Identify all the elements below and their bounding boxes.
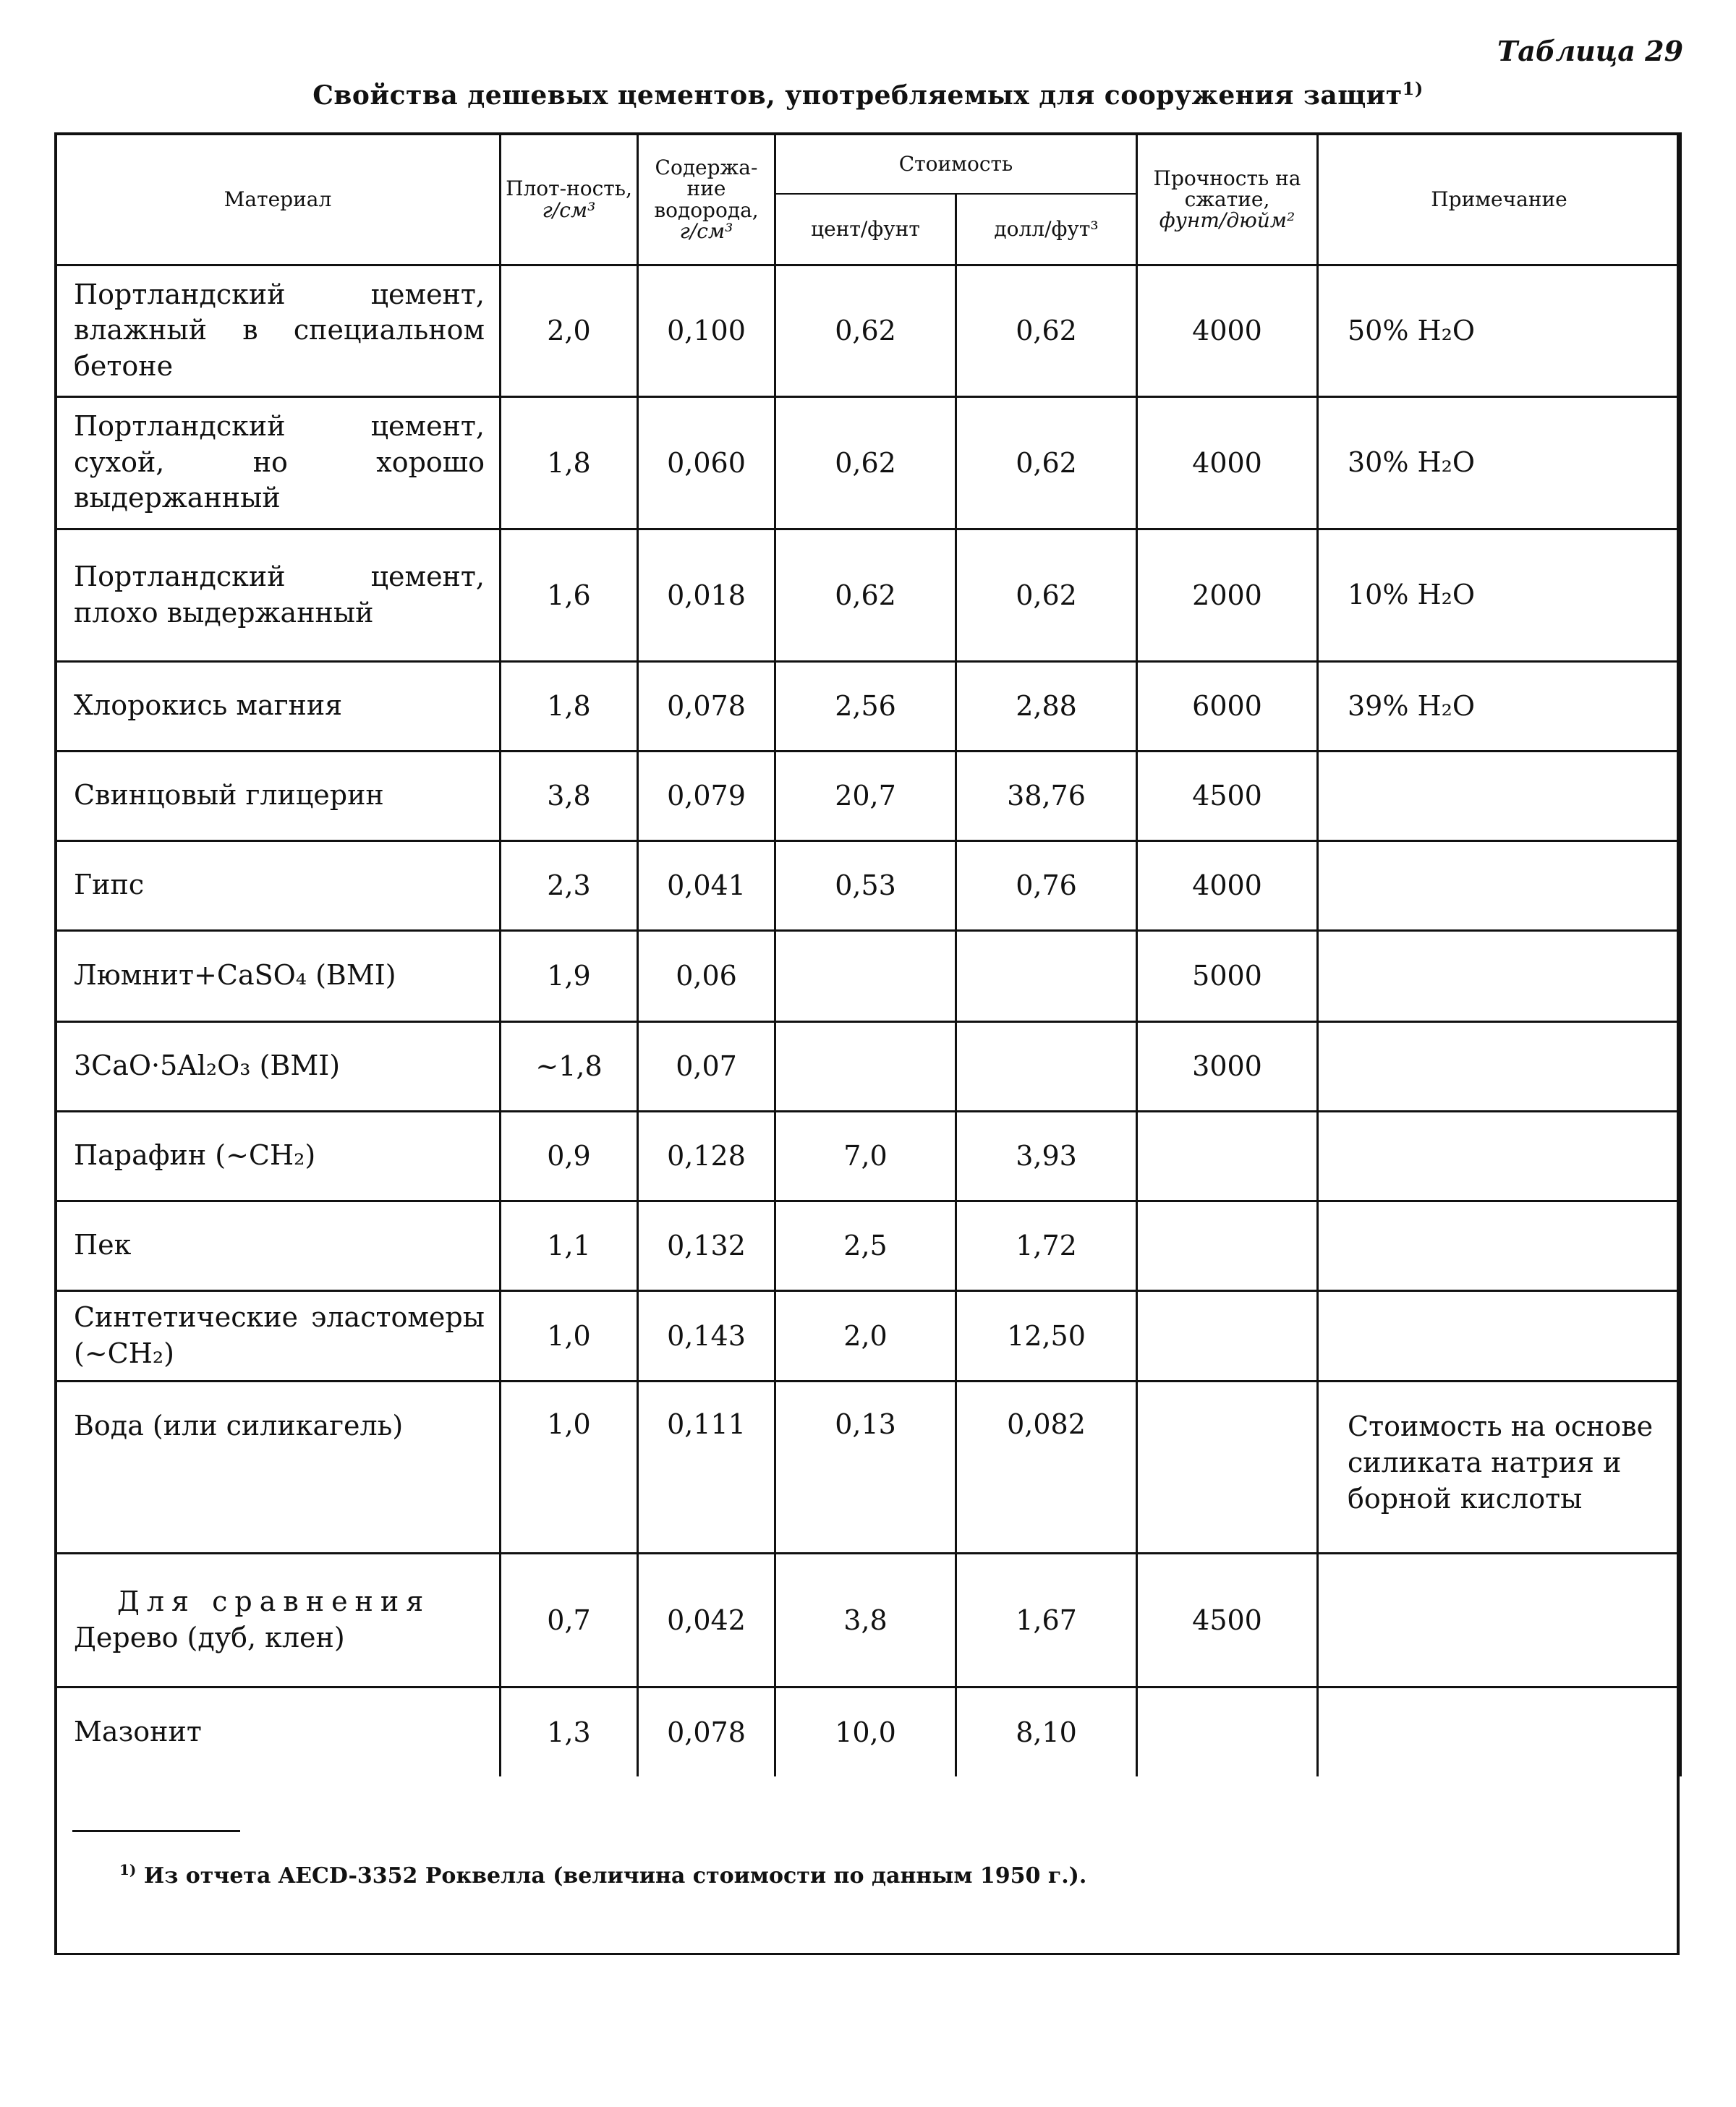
cell-note (1318, 1021, 1681, 1111)
header-hydrogen (638, 134, 775, 265)
cell-material: Пек (56, 1201, 501, 1290)
cell-cost-cent: 10,0 (775, 1687, 956, 1776)
cell-material: Парафин (~CH₂) (56, 1111, 501, 1201)
header-material: Материал (56, 134, 501, 265)
table-row (56, 265, 1681, 396)
cell-cost-cent: 20,7 (775, 751, 956, 840)
cell-cost-doll: 2,88 (956, 661, 1137, 751)
caption-text: Свойства дешевых цементов, употребляемых для сооружения защит (312, 80, 1403, 111)
cell-material: Хлорокись магния (56, 661, 501, 751)
cell-note (1318, 930, 1681, 1021)
cell-material (56, 1553, 501, 1687)
cell-cost-doll (956, 930, 1137, 1021)
cell-material: Мазонит (56, 1687, 501, 1776)
cell-density: 1,8 (501, 396, 638, 529)
table-row (56, 1290, 1681, 1381)
cell-strength: 4000 (1137, 840, 1318, 930)
cell-strength: 4500 (1137, 1553, 1318, 1687)
cell-cost-doll: 0,76 (956, 840, 1137, 930)
cell-strength: 5000 (1137, 930, 1318, 1021)
cell-cost-cent: 7,0 (775, 1111, 956, 1201)
cell-cost-doll: 12,50 (956, 1290, 1137, 1381)
cell-hydrogen: 0,042 (638, 1553, 775, 1687)
cell-density: 1,0 (501, 1381, 638, 1553)
footnote (119, 1861, 1086, 1889)
cell-cost-cent: 2,56 (775, 661, 956, 751)
header-hydrogen-label: Содержа-ние водорода, (654, 155, 759, 222)
cell-note: 39% H₂O (1318, 661, 1681, 751)
cell-cost-cent: 0,62 (775, 265, 956, 396)
cell-density: 0,7 (501, 1553, 638, 1687)
cell-cost-doll: 0,62 (956, 396, 1137, 529)
cell-note (1318, 1290, 1681, 1381)
cell-cost-cent: 0,62 (775, 396, 956, 529)
cell-strength: 3000 (1137, 1021, 1318, 1111)
cell-note (1318, 840, 1681, 930)
table-caption (0, 78, 1736, 111)
cell-cost-cent: 0,13 (775, 1381, 956, 1553)
cell-cost-doll: 8,10 (956, 1687, 1137, 1776)
cell-cost-cent: 2,5 (775, 1201, 956, 1290)
cell-material: Портландский цемент, плохо выдержанный (56, 529, 501, 661)
cell-cost-doll: 3,93 (956, 1111, 1137, 1201)
cell-strength (1137, 1290, 1318, 1381)
cell-cost-doll (956, 1021, 1137, 1111)
cell-density: 0,9 (501, 1111, 638, 1201)
footnote-separator (72, 1830, 240, 1832)
cell-density: 2,3 (501, 840, 638, 930)
cell-note (1318, 1687, 1681, 1776)
cell-density: 3,8 (501, 751, 638, 840)
cell-cost-doll: 1,67 (956, 1553, 1137, 1687)
cell-cost-doll: 1,72 (956, 1201, 1137, 1290)
cell-hydrogen: 0,041 (638, 840, 775, 930)
cell-note: Стоимость на основе силиката натрия и борной кислоты (1318, 1381, 1681, 1553)
cell-note: 50% H₂O (1318, 265, 1681, 396)
cell-material: Гипс (56, 840, 501, 930)
cell-hydrogen: 0,132 (638, 1201, 775, 1290)
cell-strength: 2000 (1137, 529, 1318, 661)
header-hydrogen-unit: г/см³ (679, 219, 733, 244)
table-row (56, 1381, 1681, 1553)
cell-cost-cent: 0,62 (775, 529, 956, 661)
comparison-label: Для сравнения (117, 1585, 431, 1618)
cell-strength (1137, 1687, 1318, 1776)
cell-density: 1,3 (501, 1687, 638, 1776)
cell-density: ~1,8 (501, 1021, 638, 1111)
table-number: Таблица 29 (1497, 35, 1684, 67)
cell-material: 3CaO·5Al₂O₃ (BMI) (56, 1021, 501, 1111)
header-density-unit: г/см³ (542, 197, 596, 222)
cell-strength (1137, 1201, 1318, 1290)
cell-density: 1,6 (501, 529, 638, 661)
footnote-mark: 1) (119, 1861, 137, 1878)
table-row (56, 1111, 1681, 1201)
cell-hydrogen: 0,128 (638, 1111, 775, 1201)
header-note: Примечание (1318, 134, 1681, 265)
header-strength-unit: фунт/дюйм² (1159, 208, 1295, 233)
header-density (501, 134, 638, 265)
cell-strength (1137, 1111, 1318, 1201)
cell-hydrogen: 0,079 (638, 751, 775, 840)
table-row (56, 840, 1681, 930)
cell-note (1318, 1201, 1681, 1290)
header-cost-cent: цент/фунт (775, 194, 956, 265)
header-strength-label: Прочность на сжатие, (1153, 166, 1301, 212)
header-cost-doll: долл/фут³ (956, 194, 1137, 265)
cell-hydrogen: 0,078 (638, 661, 775, 751)
cell-cost-cent: 3,8 (775, 1553, 956, 1687)
caption-footnote-ref: 1) (1402, 78, 1424, 99)
cell-hydrogen: 0,111 (638, 1381, 775, 1553)
table-row (56, 396, 1681, 529)
cell-note (1318, 1111, 1681, 1201)
table-row (56, 1021, 1681, 1111)
cell-cost-doll: 38,76 (956, 751, 1137, 840)
footnote-text: Из отчета AECD-3352 Роквелла (величина стоимости по данным 1950 г.). (143, 1863, 1087, 1889)
cell-material: Люмнит+CaSO₄ (BMI) (56, 930, 501, 1021)
cell-cost-cent (775, 1021, 956, 1111)
cell-hydrogen: 0,018 (638, 529, 775, 661)
cell-strength: 4500 (1137, 751, 1318, 840)
cell-note (1318, 751, 1681, 840)
table-row (56, 1553, 1681, 1687)
cell-cost-cent: 2,0 (775, 1290, 956, 1381)
cell-cost-doll: 0,082 (956, 1381, 1137, 1553)
cell-strength: 4000 (1137, 396, 1318, 529)
cell-cost-doll: 0,62 (956, 265, 1137, 396)
header-cost: Стоимость (775, 134, 1137, 194)
cell-hydrogen: 0,078 (638, 1687, 775, 1776)
table-row (56, 529, 1681, 661)
cell-density: 1,1 (501, 1201, 638, 1290)
cell-hydrogen: 0,060 (638, 396, 775, 529)
cell-density: 1,9 (501, 930, 638, 1021)
cell-note: 10% H₂O (1318, 529, 1681, 661)
header-strength (1137, 134, 1318, 265)
cell-material-text: Дерево (дуб, клен) (74, 1621, 345, 1653)
cell-material: Портландский цемент, сухой, но хорошо выдержанный (56, 396, 501, 529)
table-row (56, 661, 1681, 751)
cell-strength: 6000 (1137, 661, 1318, 751)
cell-material: Вода (или силикагель) (56, 1381, 501, 1553)
table-row (56, 751, 1681, 840)
cell-density: 1,8 (501, 661, 638, 751)
header-density-label: Плот-ность, (506, 176, 632, 201)
cell-material: Портландский цемент, влажный в специальном бетоне (56, 265, 501, 396)
cell-density: 1,0 (501, 1290, 638, 1381)
table-row (56, 1201, 1681, 1290)
cell-density: 2,0 (501, 265, 638, 396)
table-row (56, 1687, 1681, 1776)
table-row (56, 930, 1681, 1021)
cell-hydrogen: 0,07 (638, 1021, 775, 1111)
cell-note (1318, 1553, 1681, 1687)
cell-cost-cent: 0,53 (775, 840, 956, 930)
cell-material: Свинцовый глицерин (56, 751, 501, 840)
cell-strength (1137, 1381, 1318, 1553)
cell-hydrogen: 0,06 (638, 930, 775, 1021)
cell-hydrogen: 0,143 (638, 1290, 775, 1381)
cell-strength: 4000 (1137, 265, 1318, 396)
cell-hydrogen: 0,100 (638, 265, 775, 396)
cement-properties-table (54, 132, 1682, 1776)
cell-cost-cent (775, 930, 956, 1021)
cell-material: Синтетические эластомеры (~CH₂) (56, 1290, 501, 1381)
cell-note: 30% H₂O (1318, 396, 1681, 529)
cell-cost-doll: 0,62 (956, 529, 1137, 661)
